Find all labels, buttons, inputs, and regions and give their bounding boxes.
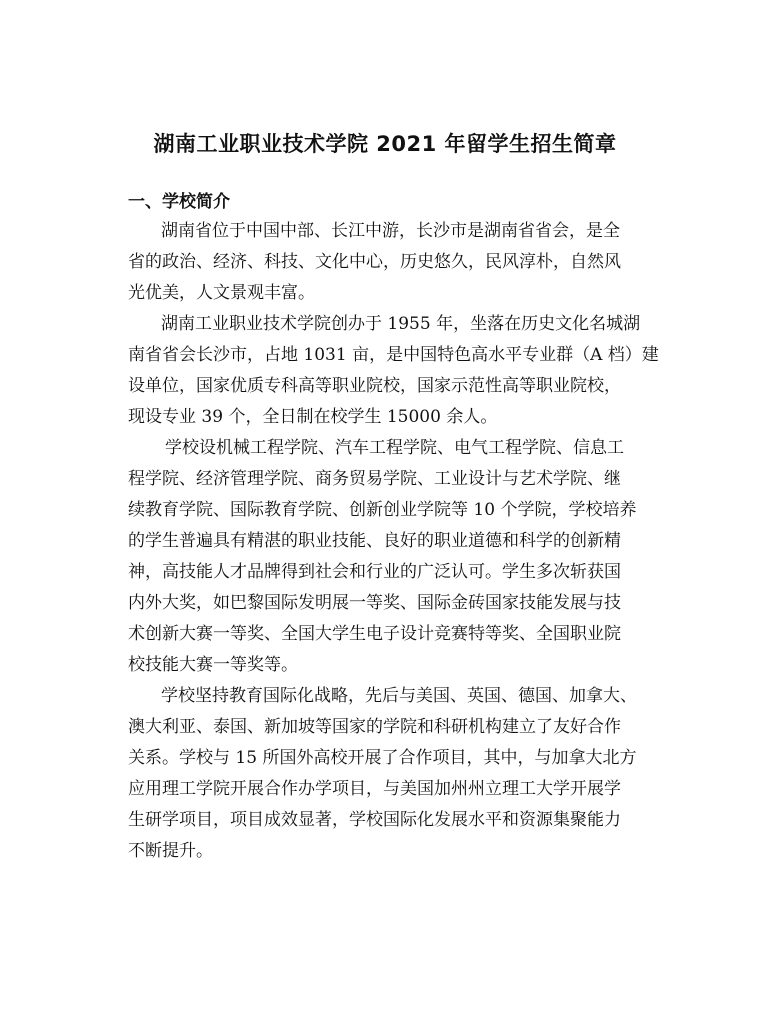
- paragraph-1-line-2: 省的政治、经济、科技、文化中心，历史悠久，民风淳朴，自然风: [128, 252, 621, 272]
- section-heading: 一、学校简介: [128, 192, 230, 212]
- paragraph-2-line-1: 湖南工业职业技术学院创办于 1955 年，坐落在历史文化名城湖: [161, 314, 641, 334]
- paragraph-4-line-1: 学校坚持教育国际化战略，先后与美国、英国、德国、加拿大、: [161, 686, 637, 706]
- paragraph-2-line-3: 设单位，国家优质专科高等职业院校，国家示范性高等职业院校，: [128, 376, 621, 396]
- paragraph-3-line-1: 学校设机械工程学院、汽车工程学院、电气工程学院、信息工: [165, 438, 624, 458]
- paragraph-2-line-4: 现设专业 39 个，全日制在校学生 15000 余人。: [128, 407, 498, 427]
- paragraph-3-line-7: 术创新大赛一等奖、全国大学生电子设计竞赛特等奖、全国职业院: [128, 624, 621, 644]
- paragraph-3-line-8: 校技能大赛一等奖等。: [128, 655, 298, 675]
- paragraph-2-line-2: 南省省会长沙市，占地 1031 亩，是中国特色高水平专业群（A 档）建: [128, 345, 659, 365]
- paragraph-3-line-4: 的学生普遍具有精湛的职业技能、良好的职业道德和科学的创新精: [128, 531, 621, 551]
- paragraph-3-line-6: 内外大奖，如巴黎国际发明展一等奖、国际金砖国家技能发展与技: [128, 593, 621, 613]
- paragraph-3-line-5: 神，高技能人才品牌得到社会和行业的广泛认可。学生多次斩获国: [128, 562, 621, 582]
- paragraph-3-line-2: 程学院、经济管理学院、商务贸易学院、工业设计与艺术学院、继: [128, 469, 621, 489]
- paragraph-1-line-3: 光优美，人文景观丰富。: [128, 283, 315, 303]
- paragraph-4-line-3: 关系。学校与 15 所国外高校开展了合作项目，其中，与加拿大北方: [128, 748, 637, 768]
- paragraph-4-line-5: 生研学项目，项目成效显著，学校国际化发展水平和资源集聚能力: [128, 810, 621, 830]
- paragraph-4-line-6: 不断提升。: [128, 841, 213, 861]
- paragraph-4-line-4: 应用理工学院开展合作办学项目，与美国加州州立理工大学开展学: [128, 779, 621, 799]
- paragraph-4-line-2: 澳大利亚、泰国、新加坡等国家的学院和科研机构建立了友好合作: [128, 717, 621, 737]
- page-title: 湖南工业职业技术学院 2021 年留学生招生简章: [153, 132, 617, 156]
- paragraph-1-line-1: 湖南省位于中国中部、长江中游，长沙市是湖南省省会，是全: [161, 221, 620, 241]
- paragraph-3-line-3: 续教育学院、国际教育学院、创新创业学院等 10 个学院，学校培养: [128, 500, 637, 520]
